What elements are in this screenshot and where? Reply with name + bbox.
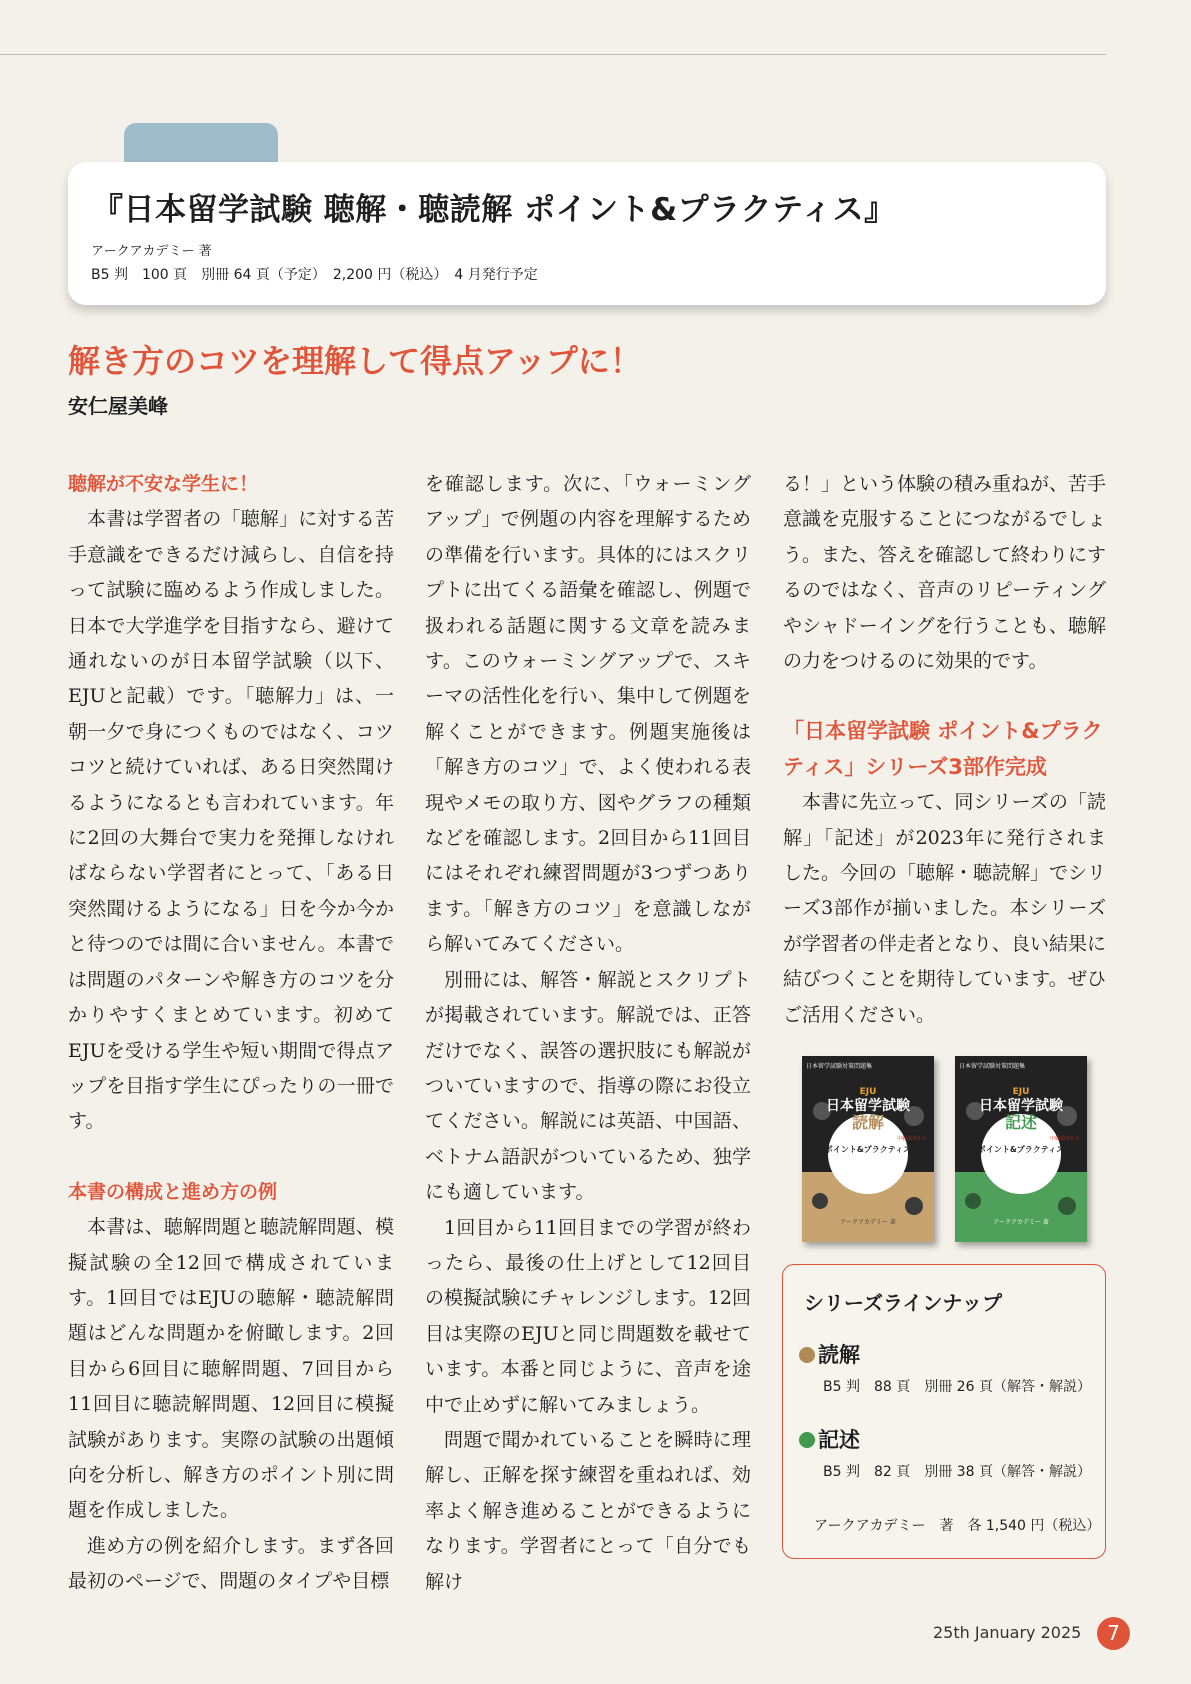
- cover-title: 日本留学試験: [979, 1098, 1063, 1114]
- lineup-item-dokkai: [799, 1339, 860, 1369]
- cover-subject: 記述: [1004, 1113, 1038, 1132]
- cover-kijutsu: [955, 1056, 1087, 1242]
- lineup-footer: アークアカデミー 著 各 1,540 円（税込）: [814, 1518, 1101, 1534]
- section-heading: 聴解が不安な学生に！: [68, 473, 259, 495]
- cover-kijutsu-art: [955, 1056, 1087, 1242]
- cover-brand: EJU: [1012, 1087, 1030, 1097]
- book-covers: [802, 1056, 1092, 1243]
- cover-dokkai: [802, 1056, 934, 1242]
- article-author: 安仁屋美峰: [68, 394, 168, 418]
- cover-brand: EJU: [859, 1087, 877, 1097]
- article-column-1: [68, 467, 394, 1600]
- lineup-item-spec: B5 判 82 頁 別冊 38 頁（解答・解説）: [823, 1464, 1091, 1480]
- lineup-item-kijutsu: [799, 1424, 860, 1454]
- paragraph: 進め方の例を紹介します。まず各回最初のページで、問題のタイプや目標: [68, 1534, 394, 1593]
- book-specs: B5 判 100 頁 別冊 64 頁（予定） 2,200 円（税込） 4 月発行予定: [91, 267, 538, 283]
- cover-tagline: ポイント&プラクティス: [977, 1145, 1065, 1154]
- book-info-card: [68, 162, 1106, 305]
- paragraph: 問題で聞かれていることを瞬時に理解し、正解を探す練習を重ねれば、効率よく解き進めることができるようになります。学習者にとって「自分でも解け: [425, 1428, 751, 1593]
- cover-tagline: ポイント&プラクティス: [824, 1145, 912, 1154]
- cover-publisher: アークアカデミー 著: [840, 1219, 896, 1226]
- bullet-dot-icon: [799, 1432, 815, 1448]
- cover-badge: 中級前半から: [1049, 1136, 1081, 1142]
- book-author: アークアカデミー 著: [91, 244, 212, 259]
- cover-dokkai-art: [802, 1056, 934, 1242]
- page-number: 7: [1097, 1617, 1130, 1650]
- paragraph: を確認します。次に、「ウォーミングアップ」で例題の内容を理解するための準備を行います。具体的にはスクリプトに出てくる語彙を確認し、例題で扱われる話題に関する文章を読みます。このウォーミングアップで、スキーマの活性化を行い、集中して例題を解くことができます。例題実施後は「解き方のコツ」で、よく使われる表現やメモの取り方、図やグラフの種類などを確認します。2回目から11回目にはそれぞれ練習問題が3つずつあります。「解き方のコツ」を意識しながら解いてみてください。: [425, 473, 751, 956]
- cover-subject: 読解: [851, 1113, 885, 1132]
- paragraph: る！」という体験の積み重ねが、苦手意識を克服することにつながるでしょう。また、答えを確認して終わりにするのではなく、音声のリピーティングやシャドーイングを行うことも、聴解の力をつけるのに効果的です。: [783, 473, 1107, 673]
- lineup-item-name: 読解: [818, 1343, 860, 1367]
- issue-date: 25th January 2025: [933, 1623, 1082, 1642]
- lineup-item-spec: B5 判 88 頁 別冊 26 頁（解答・解説）: [823, 1379, 1091, 1395]
- cover-publisher: アークアカデミー 著: [993, 1219, 1049, 1226]
- paragraph: 本書は、聴解問題と聴読解問題、模擬試験の全12回で構成されています。1回目ではEJUの聴解・聴読解問題はどんな問題かを俯瞰します。2回目から6回目に聴解問題、7回目から11回目に聴読解問題、12回目に模擬試験があります。実際の試験の出題傾向を分析し、解き方のポイント別に問題を作成しました。: [68, 1216, 394, 1522]
- article-headline: 解き方のコツを理解して得点アップに！: [68, 342, 642, 380]
- top-rule: [0, 54, 1106, 55]
- lineup-title: シリーズラインナップ: [804, 1291, 1002, 1315]
- paragraph: 本書に先立って、同シリーズの「読解」「記述」が2023年に発行されました。今回の「聴解・聴読解」でシリーズ3部作が揃いました。本シリーズが学習者の伴走者となり、良い結果に結びつくことを期待しています。ぜひご活用ください。: [783, 791, 1107, 1026]
- cover-title: 日本留学試験: [826, 1098, 910, 1114]
- paragraph: 別冊には、解答・解説とスクリプトが掲載されています。解説では、正答だけでなく、誤答の選択肢にも解説がついていますので、指導の際にお役立てください。解説には英語、中国語、ベトナム語訳がついているため、独学にも適しています。: [425, 968, 751, 1204]
- lineup-item-name: 記述: [818, 1428, 860, 1452]
- bullet-dot-icon: [799, 1347, 815, 1363]
- paragraph: 本書は学習者の「聴解」に対する苦手意識をできるだけ減らし、自信を持って試験に臨めるよう作成しました。日本で大学進学を目指すなら、避けて通れないのが日本留学試験（以下、EJUと記載）です。「聴解力」は、一朝一夕で身につくものではなく、コツコツと続けていれば、ある日突然聞けるようになるとも言われています。年に2回の大舞台で実力を発揮しなければならない学習者にとって、「ある日突然聞けるようになる」日を今か今かと待つのでは間に合いません。本書では問題のパターンや解き方のコツを分かりやすくまとめています。初めてEJUを受ける学生や短い期間で得点アップを目指す学生にぴったりの一冊です。: [68, 508, 394, 1133]
- article-column-3: [783, 467, 1106, 1033]
- cover-small-label: 日本留学試験対策問題集: [806, 1063, 873, 1070]
- section-heading: 本書の構成と進め方の例: [68, 1180, 278, 1203]
- paragraph: 1回目から11回目までの学習が終わったら、最後の仕上げとして12回目の模擬試験にチャレンジします。12回目は実際のEJUと同じ問題数を載せています。本番と同じように、音声を途中で止めずに解いてみましょう。: [425, 1216, 751, 1416]
- cover-badge: 中級前半から: [896, 1136, 928, 1142]
- section-heading: 「日本留学試験 ポイント&プラクティス」シリーズ3部作完成: [783, 719, 1103, 779]
- book-title: 『日本留学試験 聴解・聴読解 ポイント&プラクティス』: [92, 192, 896, 228]
- series-lineup-box: [782, 1264, 1106, 1559]
- article-column-2: [425, 467, 751, 1600]
- cover-small-label: 日本留学試験対策問題集: [959, 1063, 1026, 1070]
